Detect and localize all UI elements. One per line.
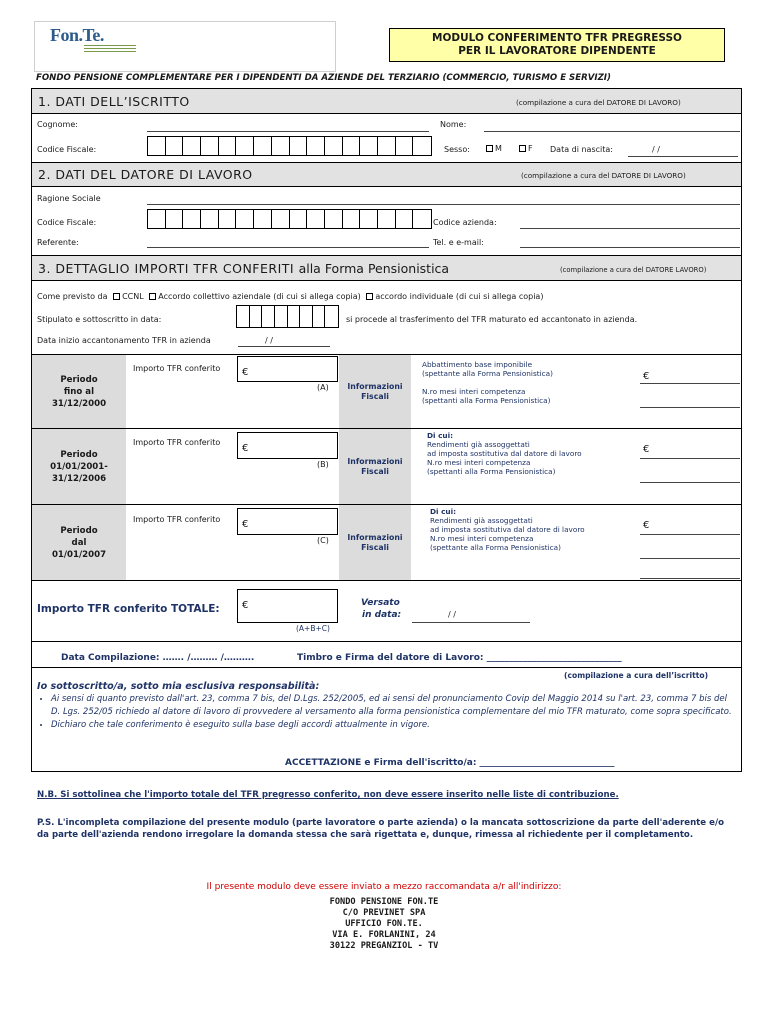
sesso-f-checkbox[interactable] (519, 145, 526, 152)
period-3-info-line2: Fiscali (361, 542, 389, 552)
section1-title: 1. DATI DELL’ISCRITTO (38, 94, 190, 109)
cf-datore-label: Codice Fiscale: (37, 218, 97, 227)
codice-azienda-field[interactable] (520, 228, 740, 229)
ccnl-label: CCNL (122, 292, 144, 301)
compilazione-iscritto-note: (compilazione a cura dell’iscritto) (564, 671, 709, 680)
period-3-fiscal-line3: ad imposta sostitutiva dal datore di lavoro (430, 525, 585, 534)
period-2-letter: (B) (317, 460, 329, 469)
nome-label: Nome: (440, 120, 467, 129)
versato-label: Versato (361, 598, 400, 608)
stipulato-date-cells[interactable] (236, 305, 339, 328)
period-3-letter: (C) (317, 536, 329, 545)
period-1-currency: € (242, 367, 249, 378)
address-line-2: C/O PREVINET SPA (342, 908, 426, 918)
period-1-fiscal-line4: N.ro mesi interi competenza (422, 387, 526, 396)
form-title-box (389, 28, 725, 62)
period-1-info-cell (339, 355, 411, 428)
sesso-label: Sesso: (444, 145, 470, 154)
data-inizio-label: Data inizio accantonamento TFR in azienda (37, 336, 211, 345)
versato-date-field[interactable]: / / (448, 610, 456, 619)
in-data-label: in data: (362, 610, 402, 620)
period-3-info-line1: Informazioni (347, 532, 403, 542)
data-nascita-label: Data di nascita: (550, 145, 613, 154)
period-2-fiscal-line4: N.ro mesi interi competenza (427, 458, 531, 467)
section1-note: (compilazione a cura del DATORE DI LAVORO) (516, 98, 681, 107)
period-1-fiscal-line3 (422, 378, 553, 387)
period-1-cell (32, 355, 126, 428)
period-2-amount-field[interactable] (237, 432, 338, 459)
period-3-fiscal-line5: (spettante alla Forma Pensionistica) (430, 543, 561, 552)
totale-currency: € (242, 600, 249, 611)
period-1-line2: fino al (63, 386, 95, 397)
period-2-fiscal-line3: ad imposta sostitutiva dal datore di lavoro (427, 449, 582, 458)
form-title-line1: MODULO CONFERIMENTO TFR PREGRESSO (432, 32, 682, 44)
period-3-rendimenti-field[interactable] (640, 534, 740, 535)
period-2-rendimenti-field[interactable] (640, 458, 740, 459)
sesso-m-option[interactable] (486, 144, 502, 153)
period-2-line3: 31/12/2006 (51, 473, 107, 484)
period-1-line3: 31/12/2000 (51, 398, 107, 409)
period-1-amount-field[interactable] (237, 356, 338, 382)
tel-email-field[interactable] (520, 247, 740, 248)
period-2-info-cell (339, 429, 411, 504)
totale-formula: (A+B+C) (296, 624, 330, 633)
referente-label: Referente: (37, 238, 79, 247)
sesso-f-option[interactable] (519, 144, 533, 153)
address-line-4: VIA E. FORLANINI, 24 (332, 930, 436, 940)
section2-note: (compilazione a cura del DATORE DI LAVORO) (521, 171, 686, 180)
declaration-bullet-2: • Dichiaro che tale conferimento è eseguito sulla base degli accordi attualmente in vigore. (51, 719, 737, 732)
come-previsto-label: Come previsto da (37, 292, 108, 301)
period-3-info-cell (339, 505, 411, 580)
timbro-firma-datore[interactable]: Timbro e Firma del datore di Lavoro: ______________________________ (297, 653, 622, 663)
data-compilazione[interactable]: Data Compilazione: ……. /……… /………. (61, 653, 255, 663)
address-line-3: UFFICIO FON.TE. (345, 919, 423, 929)
period-3-fiscal-notes (430, 507, 585, 552)
accettazione-firma[interactable]: ACCETTAZIONE e Firma dell'iscritto/a: ______________________________ (285, 758, 615, 768)
data-inizio-field[interactable]: / / (265, 336, 273, 345)
come-previsto-row (37, 292, 543, 301)
totale-label: Importo TFR conferito TOTALE: (37, 603, 220, 615)
period-1-line1: Periodo (60, 374, 98, 385)
period-1-fiscal-notes (422, 360, 553, 405)
period-2-info-line1: Informazioni (347, 456, 403, 466)
period-2-importo-label: Importo TFR conferito (133, 438, 221, 447)
address-line-1: FONDO PENSIONE FON.TE (329, 897, 439, 907)
codice-azienda-label: Codice azienda: (433, 218, 497, 227)
fund-subtitle: FONDO PENSIONE COMPLEMENTARE PER I DIPENDENTI DA AZIENDE DEL TERZIARIO (COMMERCIO, TURISMO E SERVIZI) (36, 73, 611, 83)
period-2-fiscal-line5: (spettanti alla Forma Pensionistica) (427, 467, 556, 476)
section3-title-main: 3. DETTAGLIO IMPORTI TFR CONFERITI (38, 261, 295, 276)
ccnl-checkbox[interactable] (113, 293, 120, 300)
section2-title: 2. DATI DEL DATORE DI LAVORO (38, 167, 253, 182)
period-2-fiscal-line1: Di cui: (427, 431, 454, 440)
referente-field[interactable] (147, 247, 429, 248)
ps-note: P.S. L'incompleta compilazione del presente modulo (parte lavoratore o parte azienda) o la mancata sottoscrizione da parte dell'aderente e/o da parte dell'azienda rendono irregolare la domanda stessa che sarà rigettata e, dunque, rimessa al richiedente per il completamento. (37, 818, 724, 840)
period-3-mesi-field[interactable] (640, 558, 740, 559)
address-line-5: 30122 PREGANZIOL - TV (329, 941, 439, 951)
cf-label: Codice Fiscale: (37, 145, 97, 154)
period-2-fiscal-currency: € (643, 444, 650, 455)
period-2-mesi-field[interactable] (640, 482, 740, 483)
form-title-line2: PER IL LAVORATORE DIPENDENTE (458, 45, 656, 57)
sesso-m-checkbox[interactable] (486, 145, 493, 152)
section3-title (38, 261, 449, 276)
declaration-block (37, 680, 737, 732)
trasferimento-text: si procede al trasferimento del TFR maturato ed accantonato in azienda. (346, 315, 638, 324)
declaration-bullet-1: • Ai sensi di quanto previsto dall'art. 23, comma 7 bis, del D.Lgs. 252/2005, ed ai sensi del pronunciamento Covip del Maggio 2014 su l'art. 23, comma 7 bis del D. Lgs. 252/05 richiedo al datore di lavoro di provvedere al versamento alla forma pensionistica complementare del mio TFR maturato, come sopra specificato. (51, 693, 737, 719)
stipulato-label: Stipulato e sottoscritto in data: (37, 315, 162, 324)
period-1-letter: (A) (317, 383, 329, 392)
period-1-info-line2: Fiscali (361, 391, 389, 401)
accordo-individuale-checkbox[interactable] (366, 293, 373, 300)
period-3-amount-field[interactable] (237, 508, 338, 535)
period-1-importo-label: Importo TFR conferito (133, 364, 221, 373)
period-3-line1: Periodo (60, 525, 98, 536)
tel-email-label: Tel. e e-mail: (433, 238, 484, 247)
period-3-fiscal-line2: Rendimenti già assoggettati (430, 516, 533, 525)
period-1-mesi-field[interactable] (640, 407, 740, 408)
period-3-fiscal-currency: € (643, 520, 650, 531)
accordo-individuale-label: accordo individuale (di cui si allega copia) (375, 292, 544, 301)
codice-fiscale-cells[interactable] (147, 136, 432, 156)
ragione-sociale-field[interactable] (147, 204, 740, 205)
ragione-sociale-label: Ragione Sociale (37, 194, 101, 203)
period-2-info-line2: Fiscali (361, 466, 389, 476)
period-2-line2: 01/01/2001- (50, 461, 108, 472)
period-1-fiscal-line2: (spettante alla Forma Pensionistica) (422, 369, 553, 378)
period-3-line2: dal (71, 537, 87, 548)
period-3-fiscal-line4: N.ro mesi interi competenza (430, 534, 534, 543)
nome-field[interactable] (484, 131, 740, 132)
period-2-line1: Periodo (60, 449, 98, 460)
section3-title-suffix: alla Forma Pensionistica (298, 261, 450, 276)
period-1-abbattimento-field[interactable] (640, 383, 740, 384)
cognome-field[interactable] (147, 131, 429, 132)
sesso-f-label: F (528, 144, 533, 153)
period-1-fiscal-line5: (spettanti alla Forma Pensionistica) (422, 396, 551, 405)
period-1-fiscal-currency: € (643, 371, 650, 382)
nb-note: N.B. Si sottolinea che l'importo totale del TFR pregresso conferito, non deve essere inserito nelle liste di contribuzione. (37, 790, 619, 800)
period-2-currency: € (242, 443, 249, 454)
codice-fiscale-datore-cells[interactable] (147, 209, 432, 229)
section3-note: (compilazione a cura del DATORE LAVORO) (560, 266, 707, 274)
period-3-currency: € (242, 519, 249, 530)
data-nascita-field[interactable]: / / (652, 145, 660, 154)
period-3-fiscal-line1: Di cui: (430, 507, 457, 516)
send-note: Il presente modulo deve essere inviato a mezzo raccomandata a/r all'indirizzo: (206, 882, 562, 892)
period-3-line3: 01/01/2007 (51, 549, 107, 560)
accordo-collettivo-label: Accordo collettivo aziendale (di cui si allega copia) (158, 292, 361, 301)
cognome-label: Cognome: (37, 120, 78, 129)
totale-amount-field[interactable] (237, 589, 338, 623)
sesso-m-label: M (495, 144, 502, 153)
period-2-fiscal-notes (427, 431, 582, 476)
logo-underline-icon (84, 45, 136, 55)
period-1-fiscal-line1: Abbattimento base imponibile (422, 360, 533, 369)
period-2-cell (32, 429, 126, 504)
declaration-heading: Io sottoscritto/a, sotto mia esclusiva responsabilità: (37, 681, 320, 692)
logo: Fon.Te. (50, 25, 104, 45)
period-1-info-line1: Informazioni (347, 381, 403, 391)
period-3-importo-label: Importo TFR conferito (133, 515, 221, 524)
accordo-collettivo-checkbox[interactable] (149, 293, 156, 300)
period-2-fiscal-line2: Rendimenti già assoggettati (427, 440, 530, 449)
address-block (0, 897, 768, 952)
period-3-cell (32, 505, 126, 580)
